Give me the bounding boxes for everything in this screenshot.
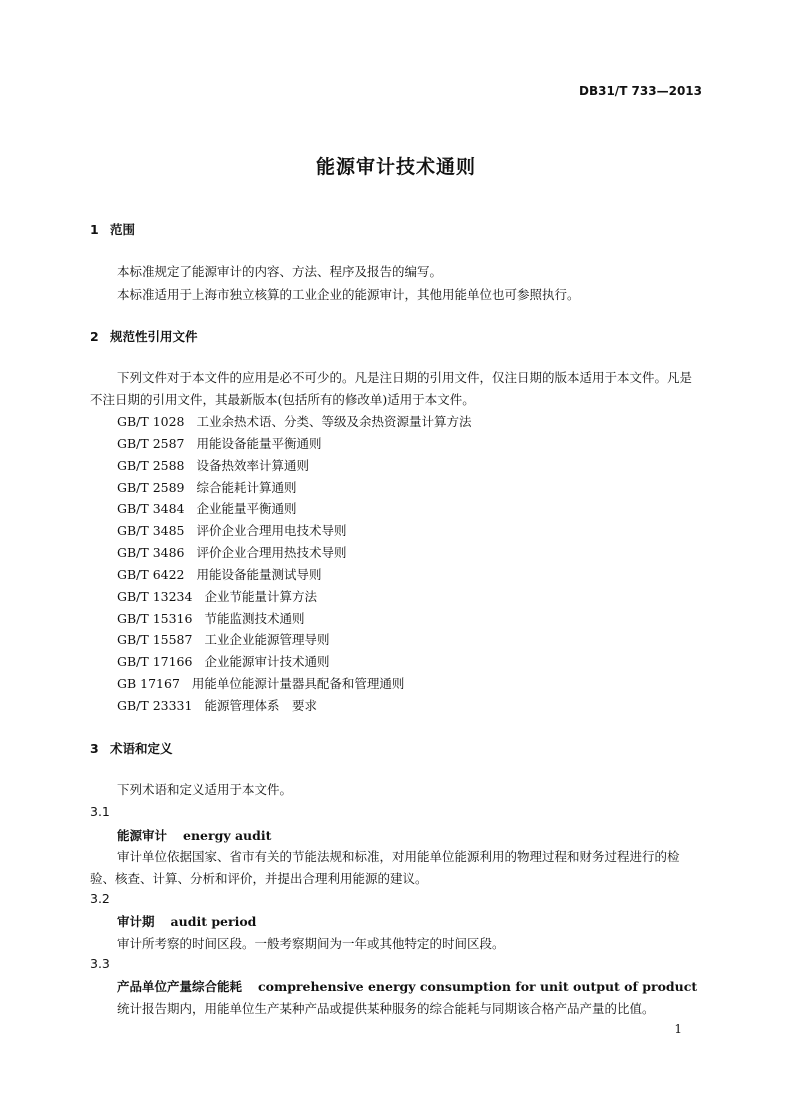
reference-title: 用能单位能源计量器具配备和管理通则 xyxy=(191,676,405,691)
reference-code: GB/T 2589 xyxy=(117,480,185,495)
term-en: energy audit xyxy=(183,828,272,843)
reference-item xyxy=(117,630,329,648)
reference-item xyxy=(117,652,329,670)
reference-code: GB/T 1028 xyxy=(117,414,185,429)
reference-item xyxy=(117,565,322,583)
reference-title: 评价企业合理用热技术导则 xyxy=(196,545,347,560)
section-number: 1 xyxy=(90,222,99,237)
reference-title: 综合能耗计算通则 xyxy=(196,480,297,495)
term-zh: 审计期 xyxy=(117,914,155,929)
reference-title: 企业能量平衡通则 xyxy=(196,501,297,516)
reference-item xyxy=(117,587,317,605)
paragraph: 下列术语和定义适用于本文件。 xyxy=(117,782,293,797)
reference-item xyxy=(117,521,347,539)
term-heading xyxy=(117,912,256,930)
reference-item xyxy=(117,412,472,430)
clause-number: 3.2 xyxy=(90,891,110,906)
reference-code: GB 17167 xyxy=(117,676,180,691)
term-definition: 统计报告期内，用能单位生产某种产品或提供某种服务的综合能耗与同期该合格产品产量的比值。 xyxy=(117,1001,655,1016)
reference-code: GB/T 2588 xyxy=(117,458,185,473)
reference-item xyxy=(117,543,347,561)
document-title: 能源审计技术通则 xyxy=(315,156,476,178)
reference-title: 能源管理体系 要求 xyxy=(204,698,317,713)
section-title: 规范性引用文件 xyxy=(110,329,198,344)
reference-title: 工业企业能源管理导则 xyxy=(204,632,330,647)
paragraph: 下列文件对于本文件的应用是必不可少的。凡是注日期的引用文件，仅注日期的版本适用于本文件。凡是不注日期的引用文件，其最新版本(包括所有的修改单)适用于本文件。 xyxy=(90,370,693,407)
term-en: audit period xyxy=(170,914,257,929)
term-en: comprehensive energy consumption for unit output of product xyxy=(258,979,698,994)
term-definition: 审计所考察的时间区段。一般考察期间为一年或其他特定的时间区段。 xyxy=(117,936,505,951)
reference-item xyxy=(117,434,322,452)
section-1-heading xyxy=(90,220,135,238)
reference-code: GB/T 3486 xyxy=(117,545,185,560)
reference-code: GB/T 3484 xyxy=(117,501,185,516)
reference-title: 设备热效率计算通则 xyxy=(196,458,310,473)
reference-title: 用能设备能量测试导则 xyxy=(196,567,322,582)
reference-item xyxy=(117,499,297,517)
reference-item xyxy=(117,674,404,692)
term-heading xyxy=(117,977,697,995)
term-zh: 能源审计 xyxy=(117,828,168,843)
section-3-heading xyxy=(90,739,173,757)
section-title: 范围 xyxy=(110,222,136,237)
reference-title: 企业节能量计算方法 xyxy=(204,589,317,604)
standard-code: DB31/T 733—2013 xyxy=(579,84,702,98)
term-definition: 审计单位依据国家、省市有关的节能法规和标准，对用能单位能源利用的物理过程和财务过程进行的检验、核查、计算、分析和评价，并提出合理利用能源的建议。 xyxy=(90,849,680,886)
reference-code: GB/T 15587 xyxy=(117,632,193,647)
reference-title: 评价企业合理用电技术导则 xyxy=(196,523,347,538)
reference-title: 工业余热术语、分类、等级及余热资源量计算方法 xyxy=(196,414,472,429)
reference-title: 节能监测技术通则 xyxy=(204,611,305,626)
reference-code: GB/T 13234 xyxy=(117,589,193,604)
paragraph: 本标准规定了能源审计的内容、方法、程序及报告的编写。 xyxy=(117,264,443,279)
reference-code: GB/T 3485 xyxy=(117,523,185,538)
section-number: 2 xyxy=(90,329,99,344)
reference-title: 企业能源审计技术通则 xyxy=(204,654,330,669)
reference-code: GB/T 2587 xyxy=(117,436,185,451)
reference-item xyxy=(117,456,309,474)
reference-item xyxy=(117,478,297,496)
reference-code: GB/T 17166 xyxy=(117,654,193,669)
reference-item xyxy=(117,609,304,627)
reference-item xyxy=(117,696,317,714)
section-number: 3 xyxy=(90,741,99,756)
section-title: 术语和定义 xyxy=(110,741,173,756)
reference-code: GB/T 23331 xyxy=(117,698,193,713)
section-2-heading xyxy=(90,327,198,345)
term-heading xyxy=(117,826,271,844)
reference-code: GB/T 15316 xyxy=(117,611,193,626)
term-zh: 产品单位产量综合能耗 xyxy=(117,979,243,994)
reference-title: 用能设备能量平衡通则 xyxy=(196,436,322,451)
clause-number: 3.1 xyxy=(90,804,110,819)
clause-number: 3.3 xyxy=(90,956,110,971)
page-number: 1 xyxy=(674,1022,682,1036)
paragraph: 本标准适用于上海市独立核算的工业企业的能源审计，其他用能单位也可参照执行。 xyxy=(117,287,580,302)
reference-code: GB/T 6422 xyxy=(117,567,185,582)
